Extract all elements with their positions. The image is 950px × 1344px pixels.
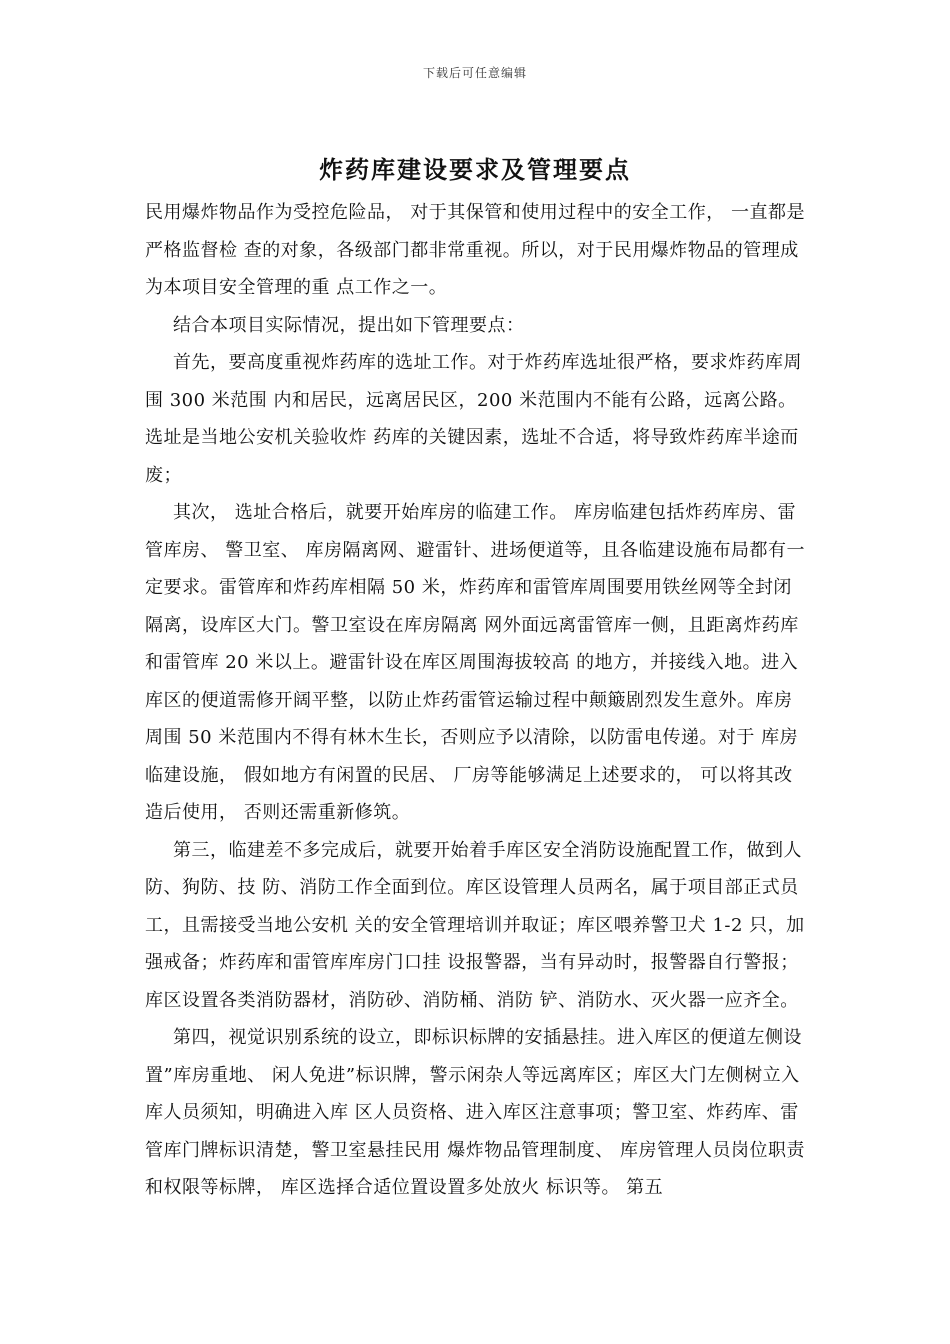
page-header-note: 下载后可任意编辑 [422, 66, 527, 80]
document-title: 炸药库建设要求及管理要点 [319, 155, 631, 184]
paragraph-summary: 结合本项目实际情况，提出如下管理要点： [173, 314, 525, 336]
paragraph-third-point: 第三，临建差不多完成后，就要开始着手库区安全消防设施配置工作，做到人防、狗防、技 防、消防工作全面到位。库区设管理人员两名，属于项目部正式员工，且需接受当地公安机 关的安全管理培训并取证；库区喂养警卫犬 1-2 只，加强戒备；炸药库和雷管库库房门口挂 设报警器，当有异动时，报警器自行警报；库区设置各类消防器材，消防砂、消防桶、消防 铲、消防水、灭火器一应齐全。 [145, 839, 805, 1011]
paragraph-intro: 民用爆炸物品作为受控危险品， 对于其保管和使用过程中的安全工作， 一直都是严格监督检 查的对象，各级部门都非常重视。所以，对于民用爆炸物品的管理成为本项目安全管理的重 点工作之一。 [145, 202, 805, 298]
paragraph-fourth-point: 第四，视觉识别系统的设立，即标识标牌的安插悬挂。进入库区的便道左侧设置”库房重地、 闲人免进”标识牌，警示闲杂人等远离库区；库区大门左侧树立入库人员须知，明确进入库 区人员资格、进入库区注意事项；警卫室、炸药库、雷管库门牌标识清楚，警卫室悬挂民用 爆炸物品管理制度、 库房管理人员岗位职责和权限等标牌， 库区选择合适位置设置多处放火 标识等。 第五 [145, 1027, 805, 1198]
paragraph-first-point: 首先，要高度重视炸药库的选址工作。对于炸药库选址很严格，要求炸药库周围 300 米范围 内和居民，远离居民区，200 米范围内不能有公路，远离公路。选址是当地公安机关验收炸 药库的关键因素，选址不合适，将导致炸药库半途而废； [145, 352, 802, 486]
document-body [145, 194, 809, 1207]
paragraph-second-point: 其次， 选址合格后，就要开始库房的临建工作。 库房临建包括炸药库房、雷管库房、 警卫室、 库房隔离网、避雷针、进场便道等，且各临建设施布局都有一定要求。雷管库和炸药库相隔 50 米，炸药库和雷管库周围要用铁丝网等全封闭隔离，设库区大门。警卫室设在库房隔离 网外面远离雷管库一侧，且距离炸药库和雷管库 20 米以上。避雷针设在库区周围海拔较高 的地方，并接线入地。进入库区的便道需修开阔平整，以防止炸药雷管运输过程中颠簸剧烈发生意外。库房周围 50 米范围内不得有林木生长，否则应予以清除，以防雷电传递。对于 库房临建设施， 假如地方有闲置的民居、 厂房等能够满足上述要求的， 可以将其改造后使用， 否则还需重新修筑。 [145, 502, 805, 823]
